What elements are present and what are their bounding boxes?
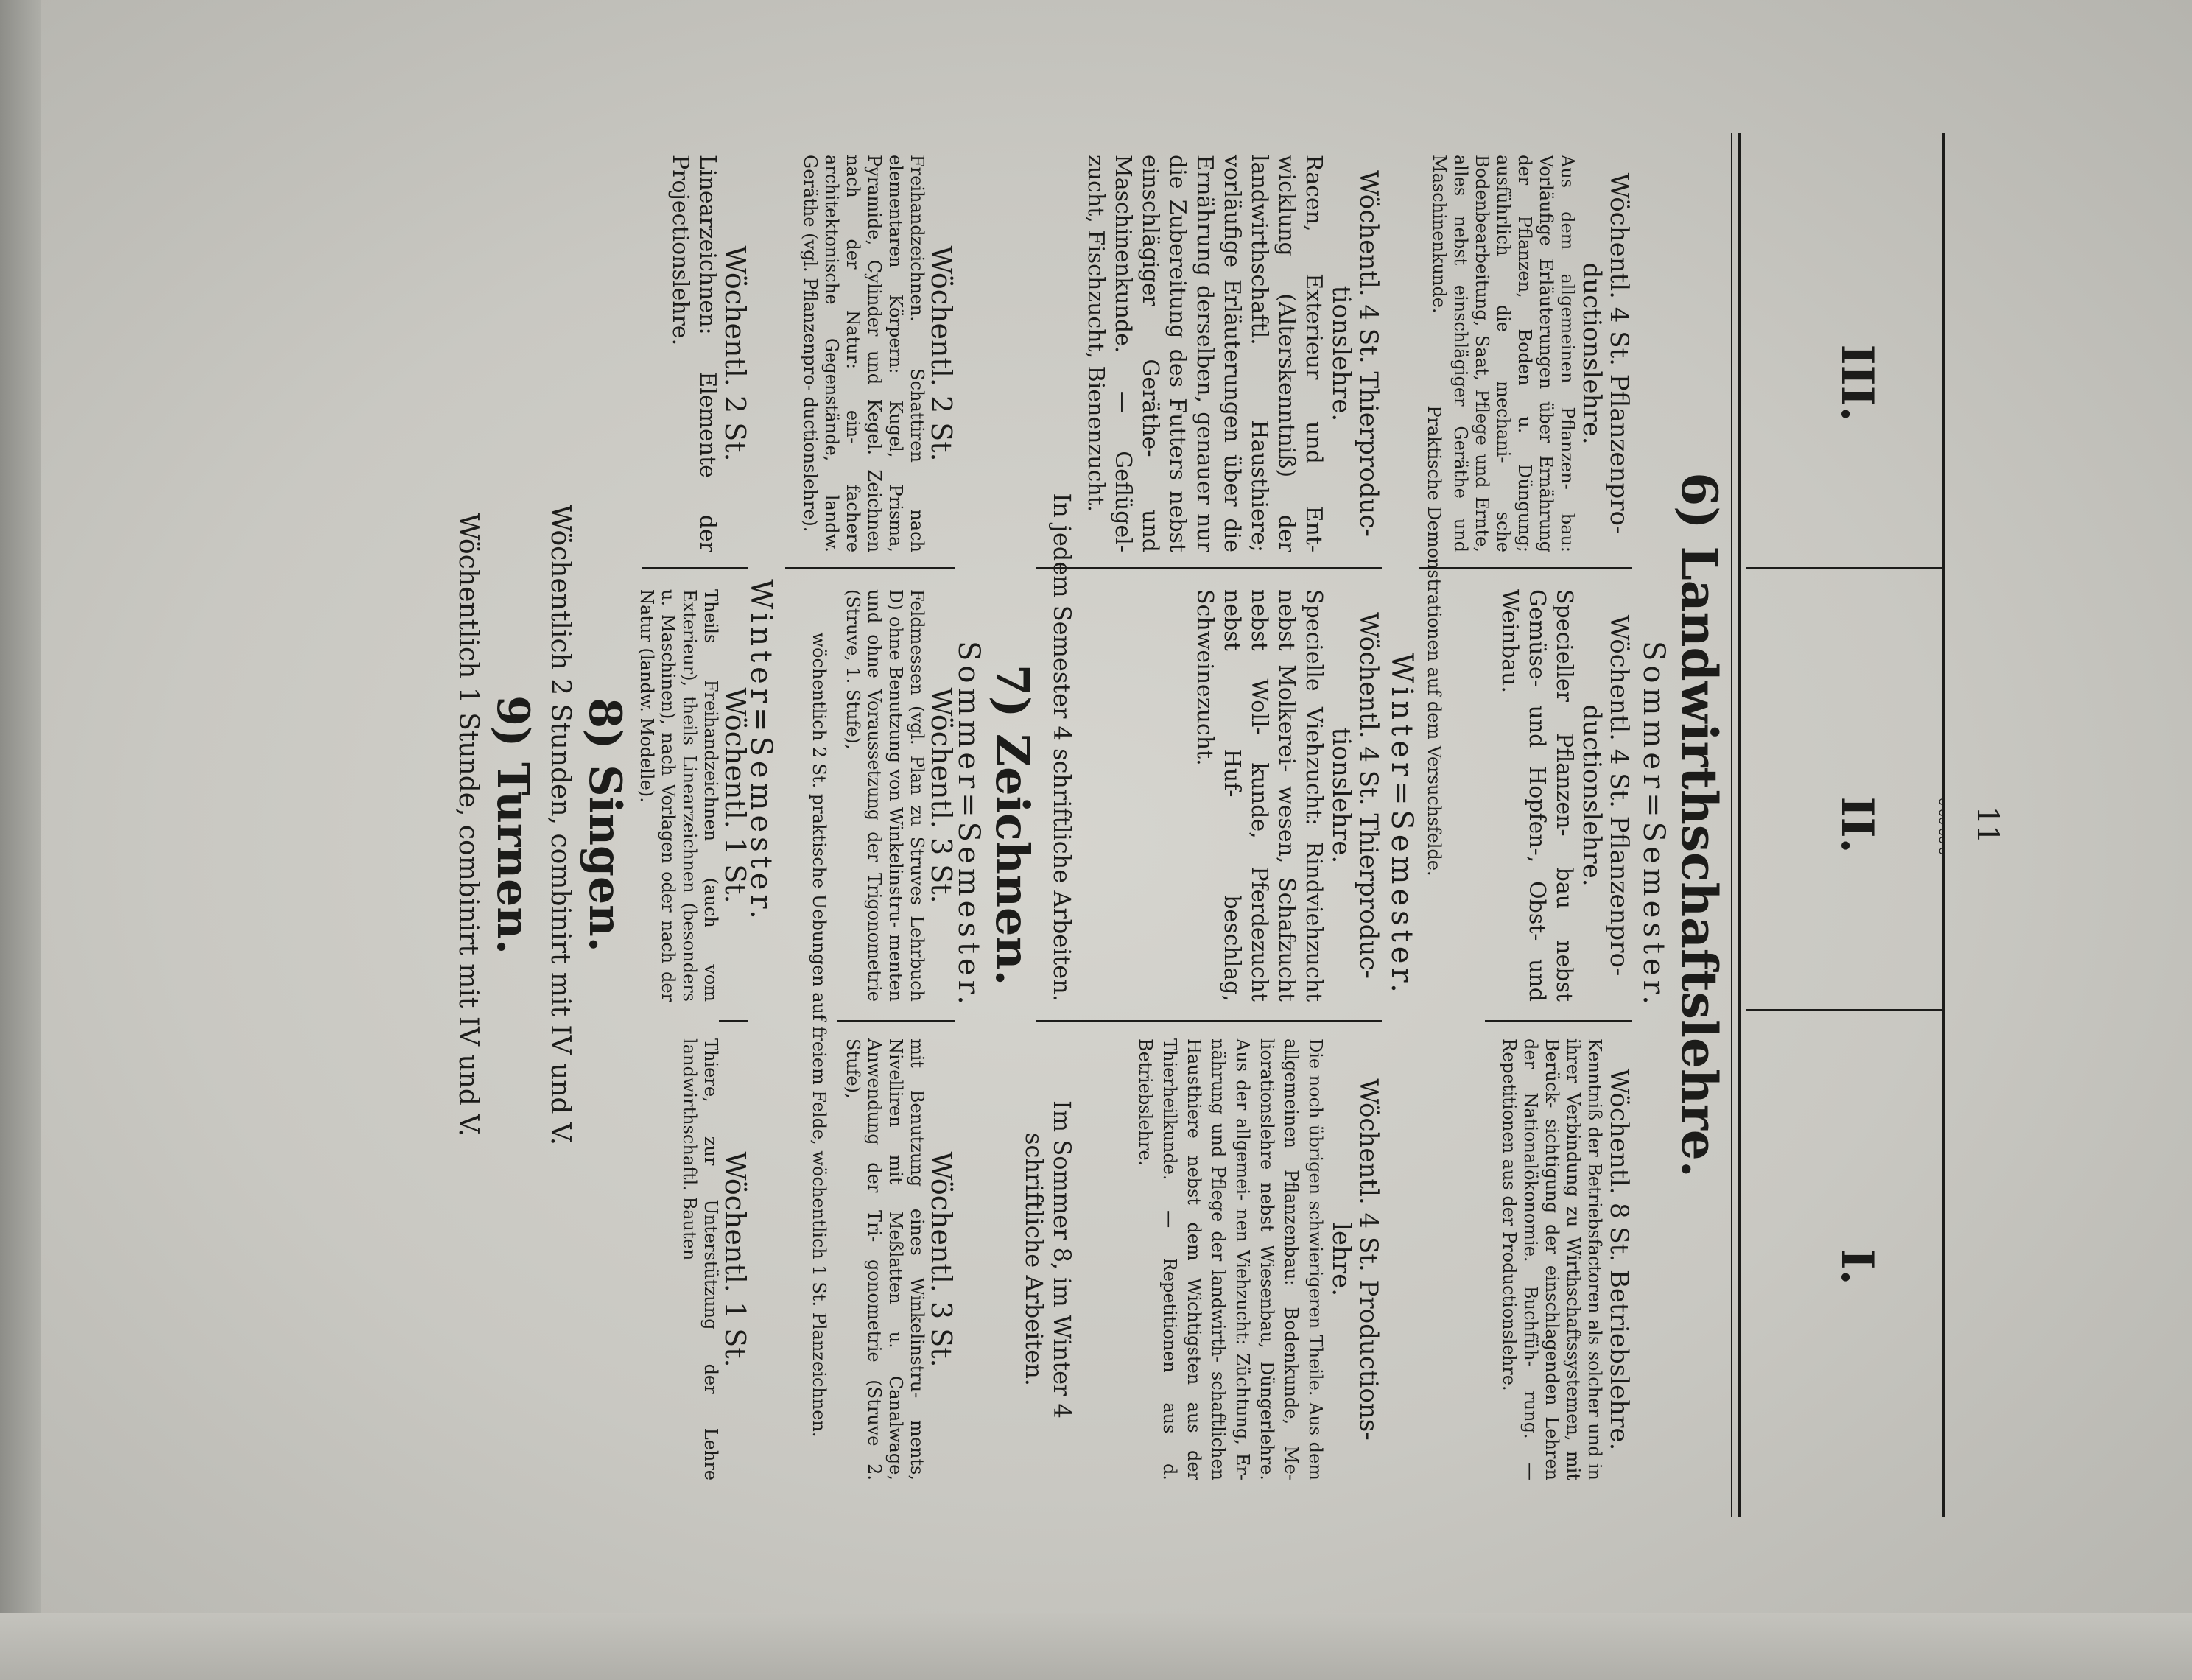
section-title-turnen: 9) Turnen. — [487, 695, 538, 955]
zeichnen-II-winter-block — [636, 589, 751, 1002]
I-winter-text: Die noch übrigen schwierigeren Theile. Aus dem allgemeinen Pflanzenbau: Bodenkunde, Me- liorationslehre nebst Wiesenbau, Düngerlehre. Aus der allgemei- nen Viehzucht: Züchtung, Er- nährung und Pflege der landwirth- schaftlichen Hausthiere nebst dem Wichtigsten aus der Thierheilkunde. — Repetitionen aus d. Betriebslehre. — [1135, 1038, 1326, 1480]
II-summer-hours: Wöchentl. 4 St. Pflanzenpro- ductionslehre. — [1577, 614, 1634, 977]
header-rule-thick — [1738, 133, 1741, 1517]
zeichnen-winter-heading: Winter=Semester. — [744, 579, 778, 924]
zeichnen-II-hours: Wöchentl. 3 St. — [925, 687, 958, 904]
written-work-right: Im Sommer 8, im Winter 4 schriftliche Arbeiten. — [1020, 1100, 1076, 1419]
I-winter-hours: Wöchentl. 4 St. Productions- lehre. — [1327, 1078, 1383, 1441]
II-summer-text: Specieller Pflanzen- bau nebst Gemüse- und Hopfen-, Obst- und Weinbau. — [1497, 589, 1577, 1002]
zeichnen-I-winter-block — [678, 1038, 751, 1480]
I-summer-hours: Wöchentl. 8 St. Betriebslehre. — [1604, 1068, 1634, 1451]
zeichnen-separator-2 — [837, 1020, 955, 1022]
printed-page — [306, 88, 2004, 1561]
winter-separator-1 — [1036, 567, 1382, 569]
scan-left-edge — [0, 0, 41, 1680]
zeichnen-II-block — [842, 589, 958, 1002]
ornament-divider: 〰〰〰 — [1928, 796, 1953, 854]
II-winter-block — [1191, 589, 1382, 1002]
header-rule-thin — [1731, 133, 1732, 1517]
zeichnen-II-text: Feldmessen (vgl. Plan zu Struves Lehrbuch D) ohne Benutzung von Winkelinstru- menten und ohne Voraussetzung der Trigonometrie (Struve, 1. Stufe), — [843, 589, 927, 1002]
column-head-II: II. — [1831, 796, 1883, 854]
column-head-III: III. — [1831, 344, 1883, 422]
zeichnen-III-block — [799, 155, 958, 552]
top-rule — [1942, 133, 1945, 1517]
winter-separator-2 — [1036, 1020, 1382, 1022]
singen-text: Wöchentlich 2 Stunden, combinirt mit IV und V. — [545, 504, 575, 1146]
I-summer-text: Kenntniß der Betriebsfactoren als solcher und in ihrer Verbindung zu Wirthschaftssystemen, mit Berück- sichtigung der einschlagenden Lehren der Nationalökonomie. Buchfüh- rung. — Repetitionen aus der Productionslehre. — [1499, 1038, 1605, 1480]
turnen-text: Wöchentlich 1 Stunde, combinirt mit IV und V. — [453, 513, 483, 1137]
III-summer-text: Aus dem allgemeinen Pflanzen- bau: Vorläufige Erläuterungen über Ernährung der Pflanzen, Boden u. Düngung; ausführlich die mechani- sche Bodenbearbeitung, Saat, Pflege und Ernte, alles nebst einschlägiger Geräthe und Maschinenkunde. — [1429, 155, 1578, 552]
zeichnen-I-winter-hours: Wöchentl. 1 St. — [719, 1151, 751, 1368]
column-head-I: I. — [1831, 1248, 1883, 1285]
zeichnen-I-winter-text: Thiere, zur Unterstützung der Lehre landwirthschaftl. Bauten — [679, 1038, 721, 1480]
zeichnen-summer-heading: Sommer=Semester. — [952, 640, 986, 1010]
III-summer-hours: Wöchentl. 4 St. Pflanzenpro- ductionslehre. — [1577, 172, 1634, 535]
section-title-zeichnen: 7) Zeichnen. — [986, 664, 1039, 986]
winter-semester-heading: Winter=Semester. — [1385, 653, 1419, 997]
III-winter-block — [1082, 155, 1382, 552]
zeichnen-I-block — [842, 1038, 958, 1480]
zeichnen-winter-separator-2 — [719, 1020, 748, 1022]
section-title-landwirtschaft: 6) Landwirthschaftslehre. — [1671, 472, 1728, 1178]
III-summer-block — [1428, 155, 1632, 552]
II-winter-text: Specielle Viehzucht: Rindviehzucht nebst Molkerei- wesen, Schafzucht nebst Woll- kunde, Pferdezucht nebst Huf- beschlag, Schweinezucht. — [1192, 589, 1327, 1002]
zeichnen-I-hours: Wöchentl. 3 St. — [925, 1151, 958, 1368]
zeichnen-winter-separator-1 — [642, 567, 748, 569]
III-winter-text: Racen, Exterieur und Ent- wicklung (Alterskenntniß) der landwirthschaftl. Hausthiere; vorläufige Erläuterungen über die Ernährung derselben, genauer nur die Zubereitung des Futters nebst einschlägiger Geräthe- und Maschinenkunde. — Geflügel- zucht, Fischzucht, Bienenzucht. — [1083, 155, 1327, 552]
written-work-left: In jedem Semester 4 schriftliche Arbeiten. — [1048, 493, 1076, 1002]
II-winter-hours: Wöchentl. 4 St. Thierproduc- tionslehre. — [1327, 612, 1383, 979]
summer-semester-heading: Sommer=Semester. — [1637, 640, 1671, 1010]
zeichnen-III-text: Freihandzeichnen. Schattiren nach elementaren Körpern: Kugel, Prisma, Pyramide, Cylinder und Kegel. Zeichnen nach der Natur: ein- fachere architektonische Gegenstände, landw. Geräthe (vgl. Pflanzenpro- ductionslehre). — [800, 155, 927, 552]
III-winter-hours: Wöchentl. 4 St. Thierproduc- tionslehre. — [1327, 170, 1383, 537]
summer-separator-1 — [1419, 567, 1632, 569]
zeichnen-II-winter-hours: Wöchentl. 1 St. — [719, 687, 751, 904]
I-summer-block — [1498, 1038, 1632, 1480]
zeichnen-III-winter-text: Linearzeichnen: Elemente der Projectionslehre. — [667, 155, 720, 552]
page-number: 11 — [1970, 806, 2004, 844]
zeichnen-III-winter-block — [667, 155, 751, 552]
scan-bottom-edge — [0, 1613, 2192, 1680]
II-summer-block — [1496, 589, 1632, 1002]
zeichnen-I-text: mit Benutzung eines Winkelinstru- ments, Nivelliren mit Meßlatten u. Canalwage, Anwendung der Tri- gonometrie (Struve 2. Stufe), — [843, 1038, 927, 1480]
I-winter-block — [1133, 1038, 1382, 1480]
zeichnen-III-winter-hours: Wöchentl. 2 St. — [719, 245, 751, 462]
zeichnen-II-winter-text: Theils Freihandzeichnen (auch vom Exterieur), theils Linearzeichnen (besonders u. Maschinen), nach Vorlagen oder nach der Natur (landw. Modelle). — [636, 589, 721, 1002]
header-separator-2 — [1746, 1009, 1942, 1011]
practical-demonstration-note: Praktische Demonstrationen auf dem Versuchsfelde. — [1424, 405, 1444, 876]
summer-separator-2 — [1485, 1020, 1632, 1022]
zeichnen-III-hours: Wöchentl. 2 St. — [925, 245, 958, 462]
zeichnen-separator-1 — [785, 567, 955, 569]
header-separator-1 — [1746, 567, 1942, 569]
section-title-singen: 8) Singen. — [579, 697, 630, 952]
zeichnen-practice-note: wöchentlich 2 St. praktische Uebungen auf freiem Felde, wöchentlich 1 St. Planzeichnen. — [809, 632, 829, 1438]
